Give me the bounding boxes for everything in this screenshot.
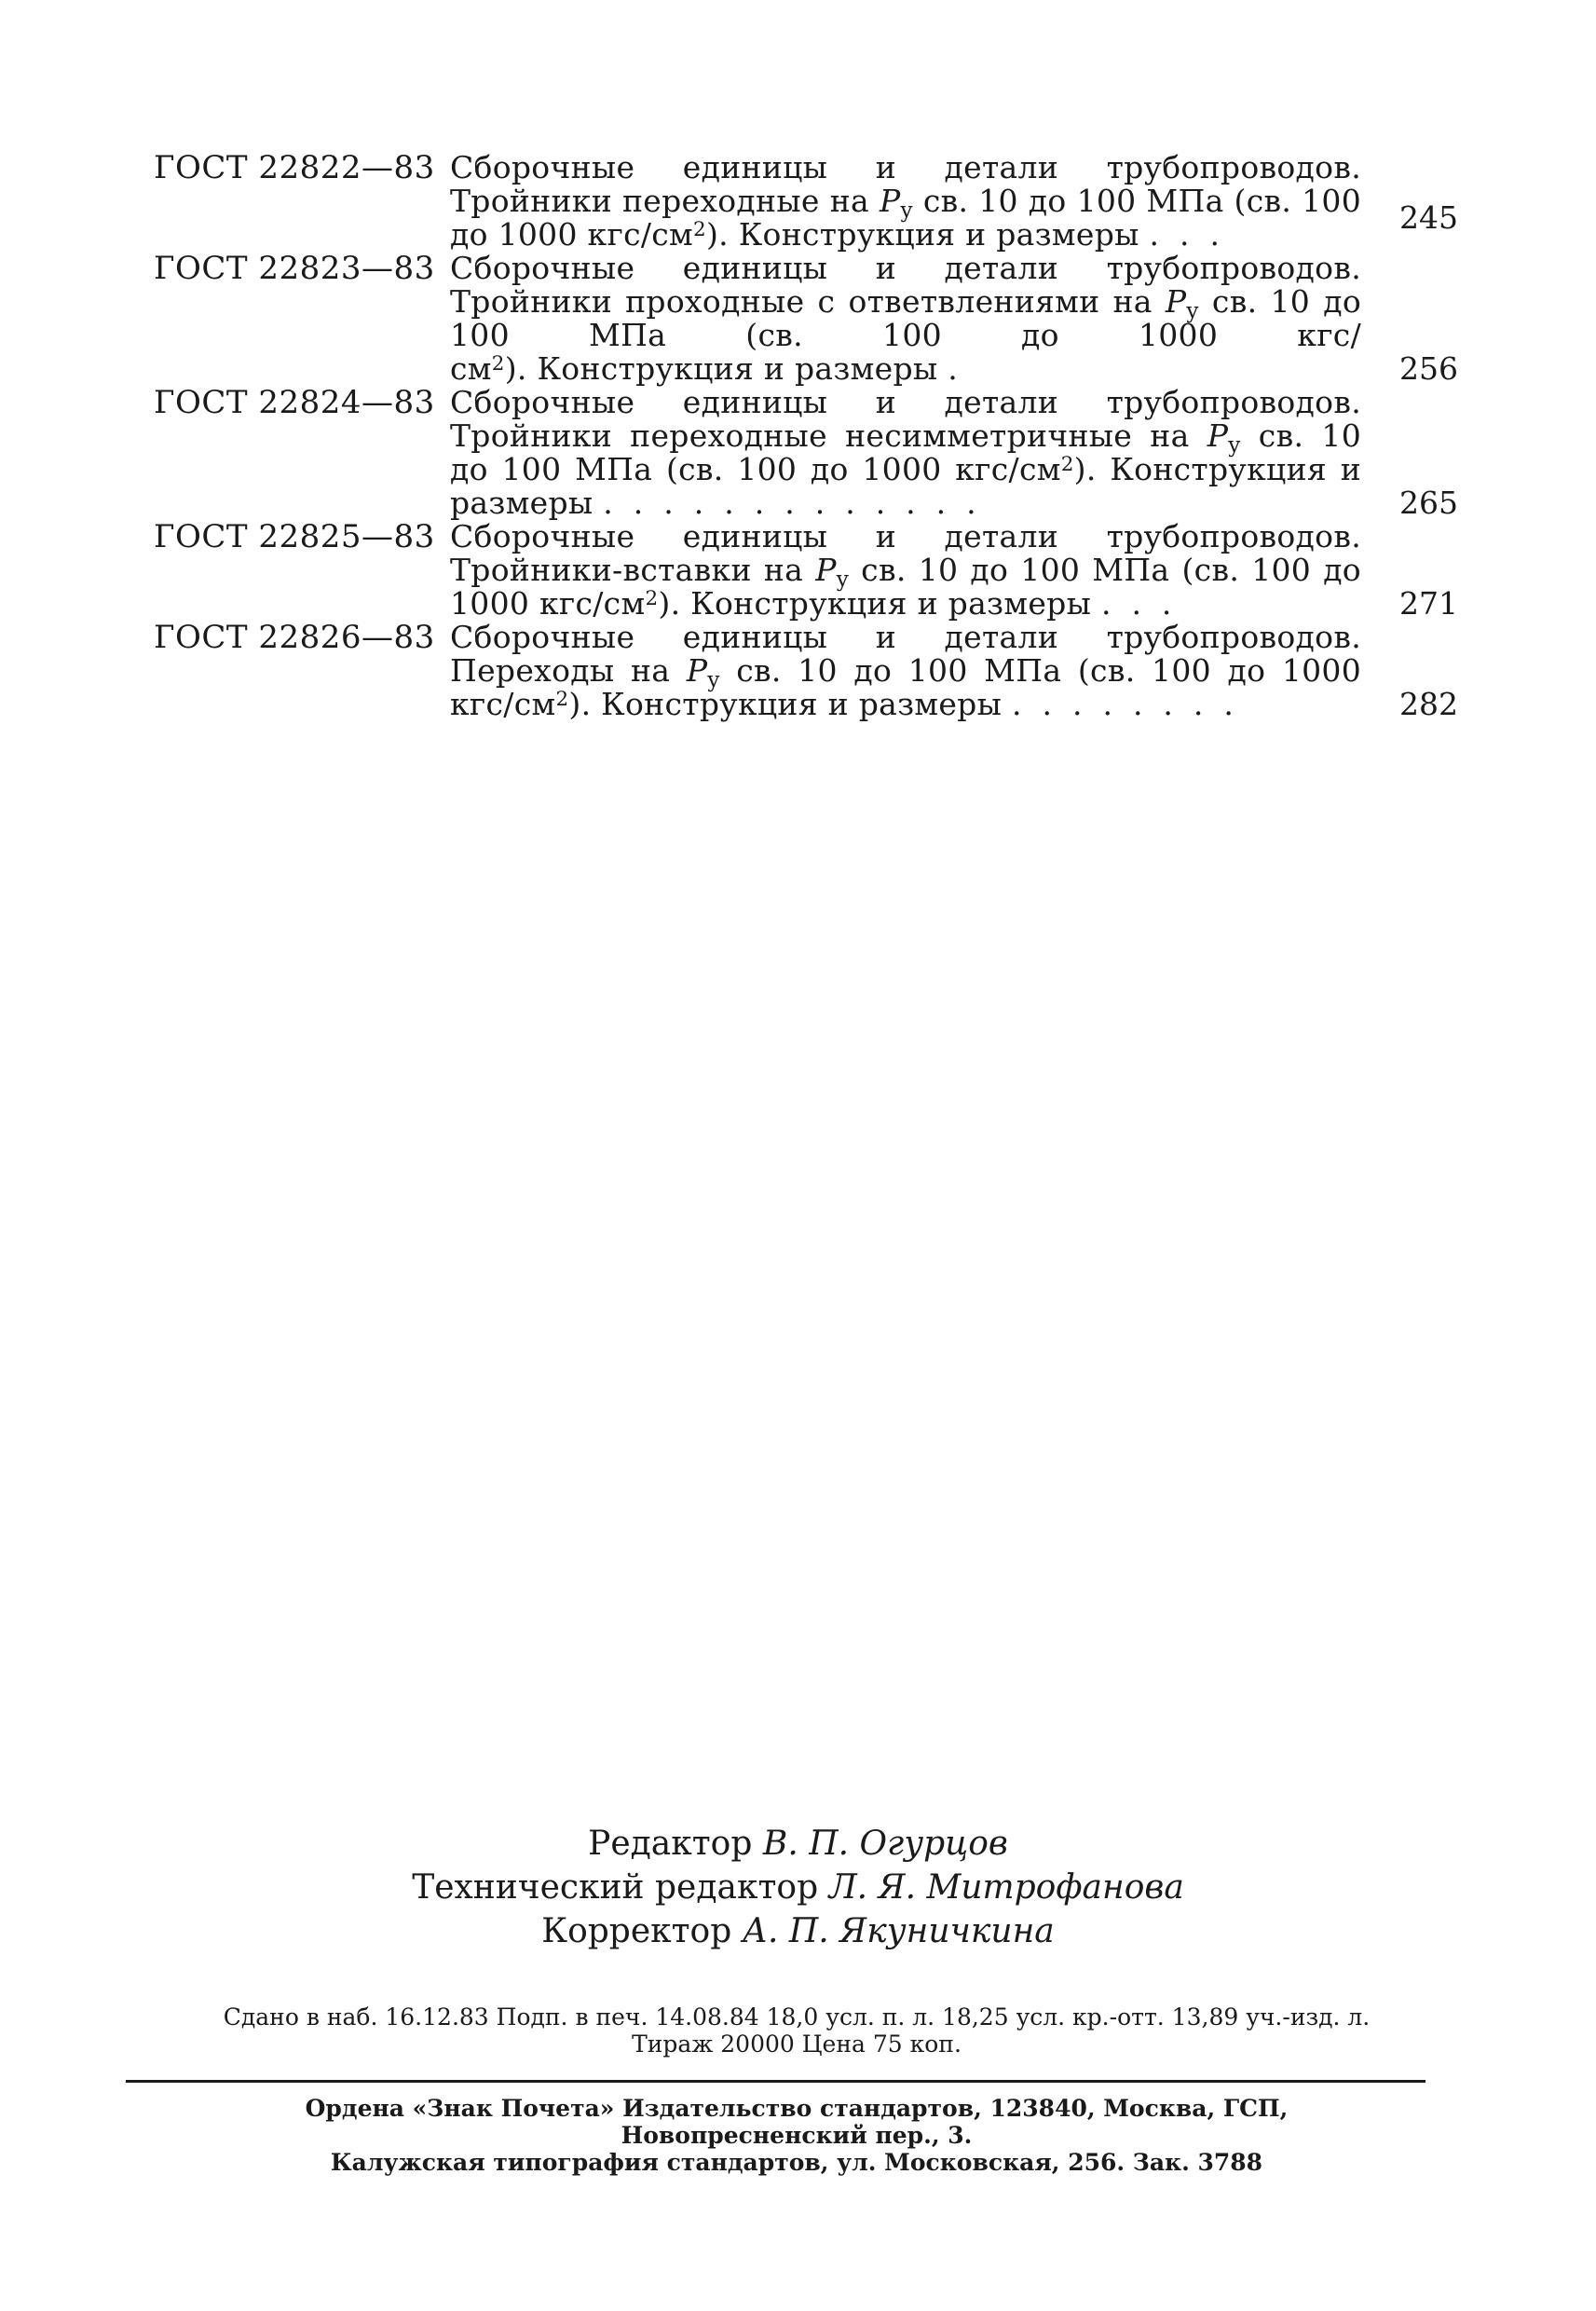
standard-title: Сборочные единицы и детали трубопроводов. Тройники-вставки на $P_y$ св. 10 до 100 МПа (св. 100 до 1000 кгс/$см^2$). Конструкция и размеры ... — [450, 518, 1361, 622]
editor-line: Редактор В. П. Огурцов — [588, 1825, 1008, 1863]
publisher-line: Ордена «Знак Почета» Издательство стандартов, 123840, Москва, ГСП, — [305, 2095, 1289, 2122]
page-number: 282 — [1399, 686, 1458, 722]
leader-dots: ........ — [1011, 686, 1254, 722]
standard-title: Сборочные единицы и детали трубопроводов. Тройники переходные несимметричные на $P_y$ св. 10 до 100 МПа (св. 100 до 1000 кгс/$см^2$). Конструкция и размеры ............. — [450, 384, 1361, 521]
circulation-price-line: Тираж 20000 Цена 75 коп. — [632, 2031, 962, 2058]
page-number: 265 — [1399, 485, 1458, 521]
table-of-contents — [154, 151, 1458, 721]
page-number: 256 — [1399, 350, 1458, 387]
corrector-line: Корректор А. П. Якуничкина — [541, 1912, 1055, 1950]
publisher-block — [121, 2095, 1472, 2176]
toc-entry[interactable] — [154, 621, 1458, 721]
page-number: 245 — [1399, 199, 1458, 236]
toc-entry[interactable] — [154, 151, 1458, 252]
leader-dots: ... — [1100, 585, 1193, 622]
printing-house-line: Калужская типография стандартов, ул. Московская, 256. Зак. 3788 — [330, 2149, 1263, 2176]
leader-dots: ............. — [603, 485, 997, 521]
print-details — [121, 2003, 1472, 2058]
standard-code: ГОСТ 22824—83 — [154, 384, 435, 421]
divider — [126, 2080, 1425, 2083]
toc-entry[interactable] — [154, 386, 1458, 520]
standard-title: Сборочные единицы и детали трубопроводов. Тройники проходные с ответвлениями на $P_y$ св. 10 до 100 МПа (св. 100 до 1000 кгс/$см^2$). Конструкция и размеры . — [450, 250, 1362, 387]
toc-entry[interactable] — [154, 520, 1458, 621]
leader-dots: . — [948, 350, 978, 387]
publisher-address-line: Новопресненский пер., 3. — [621, 2122, 973, 2149]
print-dates-line: Сдано в наб. 16.12.83 Подп. в печ. 14.08.84 18,0 усл. п. л. 18,25 усл. кр.-отт. 13,89 уч.-изд. л. — [223, 2003, 1371, 2031]
technical-editor-line: Технический редактор Л. Я. Митрофанова — [412, 1868, 1184, 1907]
toc-entry[interactable] — [154, 252, 1458, 386]
standard-code: ГОСТ 22823—83 — [154, 250, 435, 287]
standard-code: ГОСТ 22826—83 — [154, 619, 435, 656]
standard-code: ГОСТ 22825—83 — [154, 518, 435, 555]
standard-code: ГОСТ 22822—83 — [154, 149, 435, 186]
editors-block — [0, 1822, 1596, 1953]
standard-title: Сборочные единицы и детали трубопроводов. Тройники переходные на $P_y$ св. 10 до 100 МПа (св. 100 до 1000 кгс/$см^2$). Конструкция и размеры ... — [450, 149, 1362, 253]
page-number: 271 — [1399, 585, 1458, 622]
leader-dots: ... — [1149, 216, 1241, 253]
standard-title: Сборочные единицы и детали трубопроводов. Переходы на $P_y$ св. 10 до 100 МПа (св. 100 до 1000 кгс/$см^2$). Конструкция и размеры ........ — [450, 619, 1362, 722]
